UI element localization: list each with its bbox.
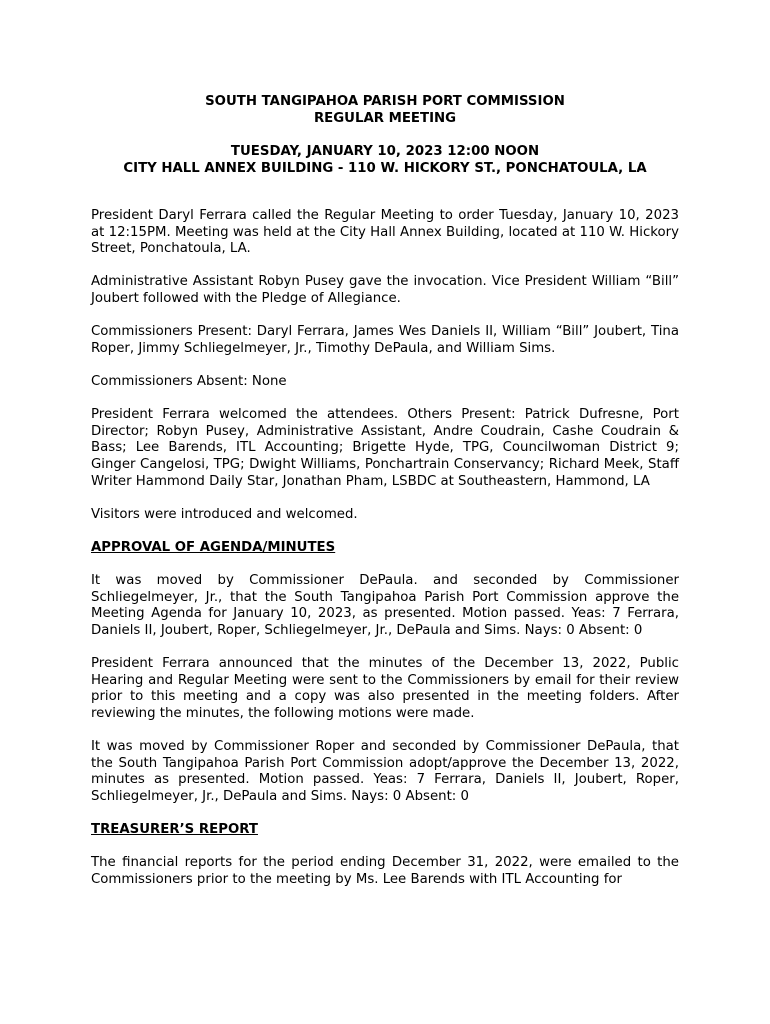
paragraph-financial-reports: The financial reports for the period ending December 31, 2022, were emailed to the Commissioners prior to the meeting by Ms. Lee Barends with ITL Accounting for [91,855,679,887]
paragraph-minutes-motion: It was moved by Commissioner Roper and seconded by Commissioner DePaula, that the South Tangipahoa Parish Port Commission adopt/approve the December 13, 2022, minutes as presented. Motion passed. Yeas: 7 Ferrara, Daniels II, Joubert, Roper, Schliegelmeyer, Jr., DePaula and Sims. Nays: 0 Absent: 0 [91,739,679,804]
document-body [91,208,679,905]
meeting-date: TUESDAY, JANUARY 10, 2023 12:00 NOON [230,144,540,160]
section-heading-approval: APPROVAL OF AGENDA/MINUTES [91,539,336,555]
meeting-location: CITY HALL ANNEX BUILDING - 110 W. HICKORY ST., PONCHATOULA, LA [123,160,647,176]
meeting-type: REGULAR MEETING [313,110,457,126]
paragraph-minutes-announcement: President Ferrara announced that the minutes of the December 13, 2022, Public Hearing and Regular Meeting were sent to the Commissioners by email for their review prior to this meeting and a copy was also presented in the meeting folders. After reviewing the minutes, the following motions were made. [91,656,679,721]
paragraph-visitors: Visitors were introduced and welcomed. [91,506,358,522]
paragraph-call-to-order: President Daryl Ferrara called the Regular Meeting to order Tuesday, January 10, 2023 at 12:15PM. Meeting was held at the City Hall Annex Building, located at 110 W. Hickory Street, Ponchatoula, LA. [91,208,679,257]
paragraph-commissioners-present: Commissioners Present: Daryl Ferrara, James Wes Daniels II, William “Bill” Joubert, Tina Roper, Jimmy Schliegelmeyer, Jr., Timothy DePaula, and William Sims. [91,324,679,356]
paragraph-commissioners-absent: Commissioners Absent: None [91,373,287,389]
paragraph-agenda-motion: It was moved by Commissioner DePaula. and seconded by Commissioner Schliegelmeyer, Jr., that the South Tangipahoa Parish Port Commission approve the Meeting Agenda for January 10, 2023, as presented. Motion passed. Yeas: 7 Ferrara, Daniels II, Joubert, Roper, Schliegelmeyer, Jr., DePaula and Sims. Nays: 0 Absent: 0 [91,573,679,638]
paragraph-others-present: President Ferrara welcomed the attendees. Others Present: Patrick Dufresne, Port Director; Robyn Pusey, Administrative Assistant, Andre Coudrain, Cashe Coudrain & Bass; Lee Barends, ITL Accounting; Brigette Hyde, TPG, Councilwoman District 9; Ginger Cangelosi, TPG; Dwight Williams, Ponchartrain Conservancy; Richard Meek, Staff Writer Hammond Daily Star, Jonathan Pham, LSBDC at Southeastern, Hammond, LA [91,407,679,489]
header-spacer [0,127,770,144]
commission-title: SOUTH TANGIPAHOA PARISH PORT COMMISSION [205,94,565,109]
section-heading-treasurer: TREASURER’S REPORT [91,821,258,837]
document-header [0,94,770,177]
paragraph-invocation: Administrative Assistant Robyn Pusey gave the invocation. Vice President William “Bill” Joubert followed with the Pledge of Allegiance. [91,274,679,306]
